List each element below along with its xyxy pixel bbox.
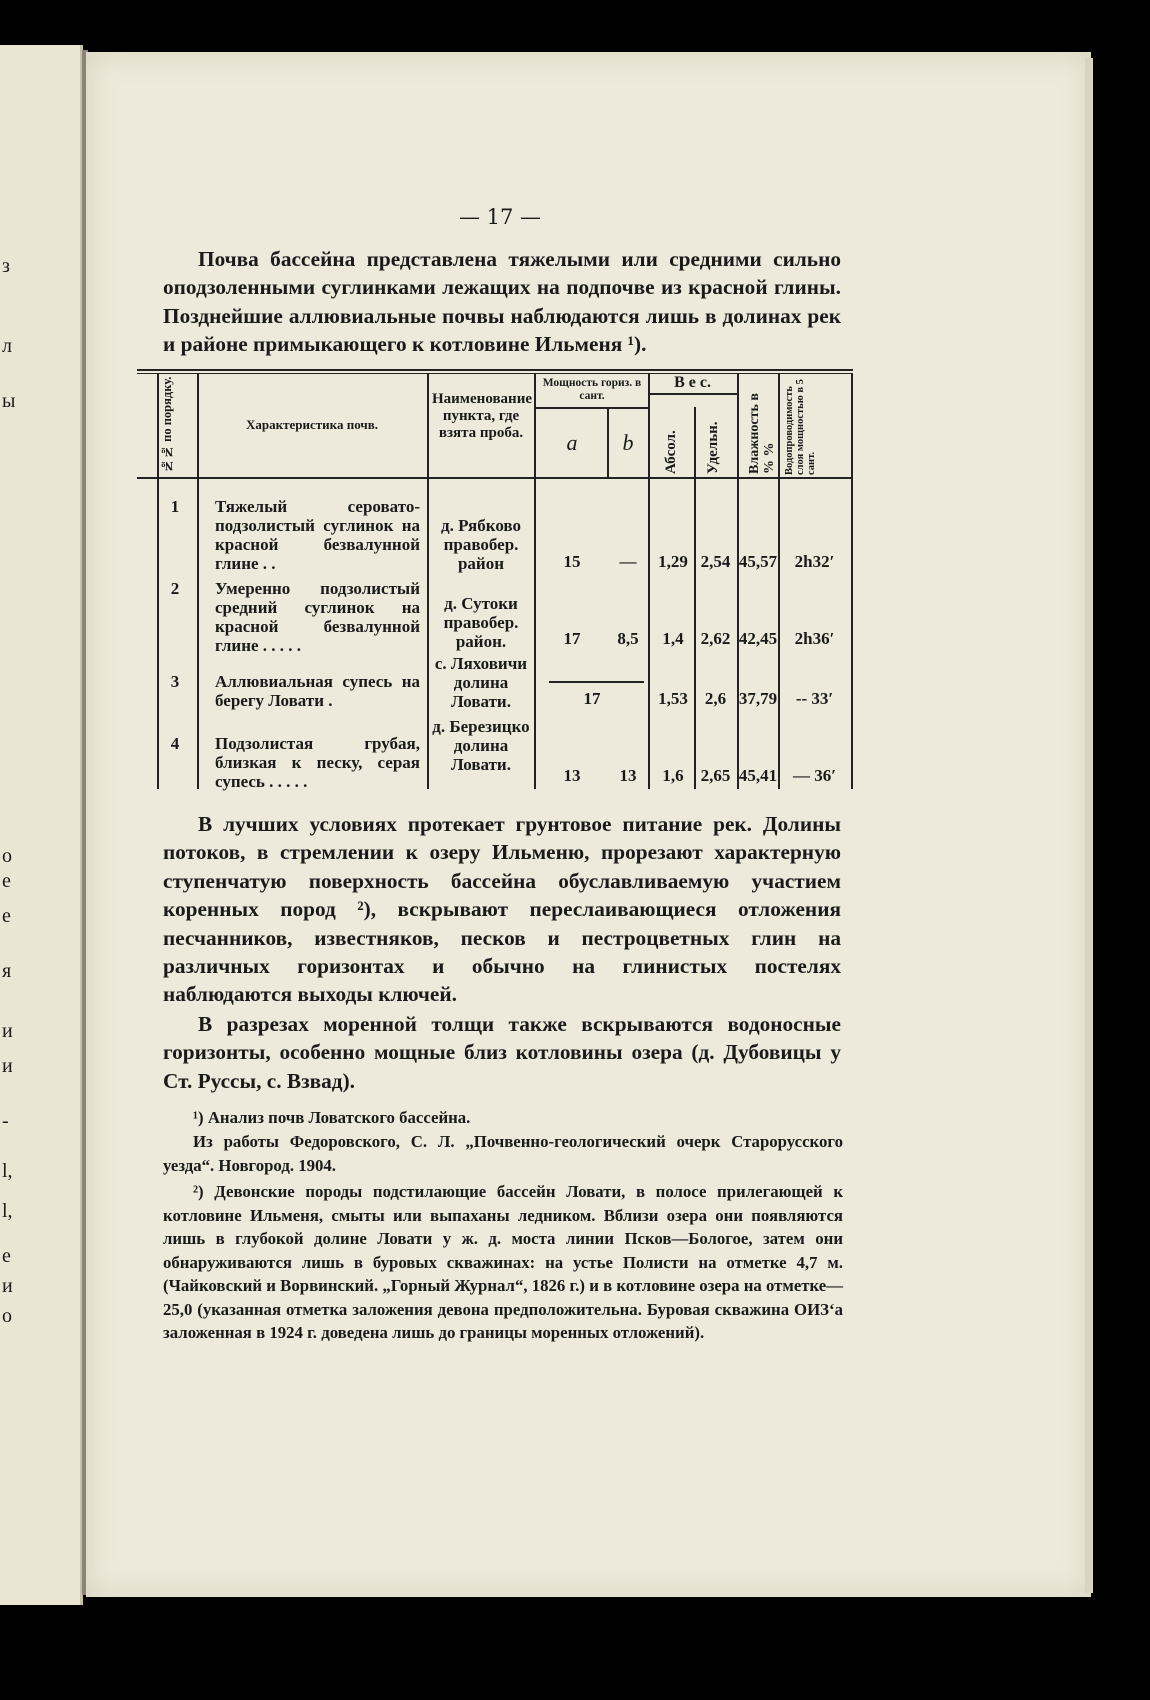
row1-characteristic: Тяжелый серовато-подзолистый суглинок на красной безвалунной глине . . (215, 497, 420, 573)
row2-place: д. Сутоки правобер. район. (443, 594, 519, 651)
row3-number: 3 (170, 672, 180, 691)
left-page-fragment: е (2, 905, 11, 927)
left-page-fragment: - (2, 1110, 9, 1132)
page-number: — 17 — (458, 205, 542, 229)
row3-characteristic: Аллювиальная супесь на берегу Ловати . (215, 672, 420, 710)
soil-table (137, 369, 853, 793)
left-page-fragment: и (2, 1055, 13, 1077)
row2-number: 2 (170, 579, 180, 598)
row4-characteristic: Подзолистая грубая, близкая к песку, серая супесь . . . . . (215, 734, 420, 791)
col-header-characteristic: Характеристика почв. (246, 417, 378, 432)
left-page-fragment: и (2, 1020, 13, 1042)
col-header-specific: Удельн. (705, 421, 721, 474)
left-page-fragment: о (2, 845, 12, 867)
col-header-thickness: Мощность гориз. в сант. (542, 377, 642, 402)
row4-number: 4 (170, 734, 180, 753)
row1-water: 2h32′ (794, 552, 835, 571)
left-page-fragment: ы (2, 390, 16, 412)
row4-humidity: 45,41 (738, 766, 778, 785)
row3-spec: 2,6 (704, 689, 727, 708)
row1-b: — (619, 552, 637, 571)
col-header-number: №№ по порядку. (160, 376, 174, 473)
row4-spec: 2,65 (700, 766, 731, 785)
row4-b: 13 (619, 766, 637, 785)
row3-place: с. Ляховичи долина Ловати. (434, 654, 528, 711)
row2-b: 8,5 (617, 629, 639, 648)
row1-place: д. Рябково правобер. район (441, 516, 521, 573)
left-page-fragment: l, (2, 1200, 13, 1222)
row2-water: 2h36′ (794, 629, 835, 648)
row2-characteristic: Умеренно подзолистый средний суглинок на красной безвалунной глине . . . . . (215, 579, 420, 655)
row2-a: 17 (563, 629, 581, 648)
left-page-fragment: е (2, 870, 11, 892)
col-header-water-conductivity: Водопроводимость слоя мощностью в 5 сант. (784, 379, 817, 475)
col-header-weight: В е с. (674, 374, 711, 391)
left-page-fragment: и (2, 1275, 13, 1297)
row2-spec: 2,62 (700, 629, 731, 648)
left-page-fragment: е (2, 1245, 11, 1267)
row3-ab: 17 (583, 689, 601, 708)
col-header-absolute: Абсол. (663, 430, 679, 474)
left-page-fragment: я (2, 960, 12, 982)
footnote-1-source: Из работы Федоровского, С. Л. „Почвенно-геологический очерк Старорусского уезда“. Новгород. 1904. (163, 1132, 843, 1175)
row1-humidity: 45,57 (738, 552, 778, 571)
page-edge (1085, 58, 1093, 1593)
row1-a: 15 (563, 552, 581, 571)
row4-place: д. Березицко долина Ловати. (432, 717, 530, 774)
col-header-place: Наименование пункта, где взята проба. (432, 391, 532, 441)
row2-humidity: 42,45 (738, 629, 778, 648)
paragraph-groundwater: В лучших условиях протекает грунтовое питание рек. Долины потоков, в стремлении к озеру Ильменю, прорезают характерную ступенчатую поверхность бассейна обуславливаемую участием коренных пород ²), вскрывают переслаивающиеся отложения песчанников, известняков, песков и пестроцветных глин на различных горизонтах и обычно на глинистых постелях наблюдаются выходы ключей. (163, 812, 841, 1007)
row3-water: -- 33′ (795, 689, 834, 708)
left-page-fragment: л (2, 335, 12, 357)
row4-a: 13 (563, 766, 581, 785)
col-header-b: b (622, 430, 634, 455)
row1-spec: 2,54 (700, 552, 731, 571)
left-page-fragment: l, (2, 1160, 13, 1182)
col-header-humidity: Влажность в % % (747, 393, 777, 474)
row2-abs: 1,4 (662, 629, 684, 648)
intro-paragraph: Почва бассейна представлена тяжелыми или средними сильно оподзоленными суглинками лежащих на подпочве из красной глины. Позднейшие аллювиальные почвы наблюдаются лишь в долинах рек и районе примыкающего к котловине Ильменя ¹). (163, 247, 841, 357)
footnote-1: ¹) Анализ почв Ловатского бассейна. (193, 1108, 471, 1127)
row1-abs: 1,29 (658, 552, 688, 571)
left-page-fragment: з (2, 255, 10, 277)
footnote-2: ²) Девонские породы подстилающие бассейн Ловати, в полосе прилегающей к котловине Ильменя, смыты или выпаханы ледником. Вблизи озера они появляются лишь в глубокой долине Ловати у ж. д. моста линии Псков—Бологое, затем они обнаруживаются лишь в буровых скважинах: на устье Полисти на отметке 4,7 м. (Чайковский и Ворвинский. „Горный Журнал“, 1826 г.) и в котловине озера на отметке—25,0 (указанная отметка заложения девона предположительна. Буровая скважина ОИЗ‘а заложенная в 1924 г. доведена лишь до границы моренных отложений). (163, 1182, 843, 1342)
adjacent-page (0, 45, 83, 1605)
row3-abs: 1,53 (658, 689, 688, 708)
col-header-a: a (566, 430, 578, 455)
row3-humidity: 37,79 (738, 689, 778, 708)
row1-number: 1 (170, 497, 180, 516)
left-page-fragment: о (2, 1305, 12, 1327)
row4-water: — 36′ (792, 766, 837, 785)
paragraph-moraine: В разрезах моренной толщи также вскрываются водоносные горизонты, особенно мощные близ котловины озера (д. Дубовицы у Ст. Руссы, с. Взвад). (163, 1012, 841, 1093)
row4-abs: 1,6 (662, 766, 684, 785)
